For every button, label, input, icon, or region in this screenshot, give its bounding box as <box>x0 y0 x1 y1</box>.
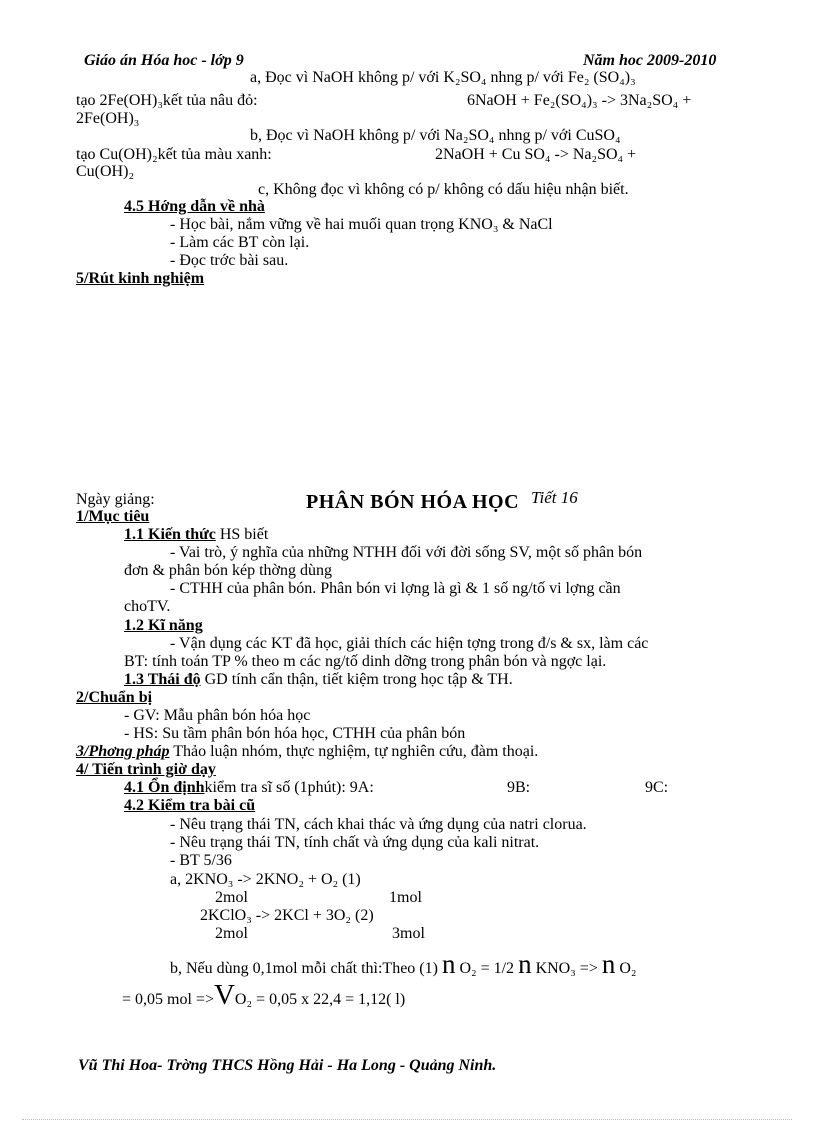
section-1-heading: 1/Mục tiêu <box>76 508 150 525</box>
section-1-3-rest: GD tính cẩn thận, tiết kiệm trong học tập & TH. <box>200 671 513 688</box>
section-1-1-heading: 1.1 Kiến thức <box>124 526 216 543</box>
homework-item-1: - Học bài, nắm vững về hai muối quan trọng KNO₃ & NaCl <box>170 216 553 233</box>
n-symbol-2: n <box>518 949 532 979</box>
solution-b-kno3: KNO₃ => <box>531 960 602 977</box>
n-symbol-3: n <box>601 949 616 979</box>
equation-1: a, 2KNO₃ -> 2KNO₂ + O₂ (1) <box>170 871 361 888</box>
answer-a-line3: 2Fe(OH)₃ <box>76 110 140 127</box>
answer-c-line: c, Không đọc vì không có p/ không có dấu hiệu nhận biết. <box>258 181 629 198</box>
answer-a-line1: a, Đọc vì NaOH không p/ với K₂SO₄ nhng p/ với Fe₂ (SO₄)₃ <box>250 69 636 86</box>
answer-b-line2-left: tạo Cu(OH)₂kết tủa màu xanh: <box>76 146 272 163</box>
section-4-1-rest: kiểm tra sĩ số (1phút): 9A: <box>204 779 374 796</box>
header-left: Giáo án Hóa hoc - lớp 9 <box>84 52 244 69</box>
n-symbol-1: n <box>441 949 456 979</box>
footer-author: Vũ Thi Hoa- Trờng THCS Hồng Hải - Ha Long - Quảng Ninh. <box>78 1057 497 1074</box>
section-1-1 <box>124 526 268 544</box>
section-4-heading: 4/ Tiến trình giờ dạy <box>76 761 216 778</box>
skill-line-2: BT: tính toán TP % theo m các ng/tố dinh dỡng trong phân bón và ngợc lại. <box>124 653 607 670</box>
section-1-1-rest: HS biết <box>215 526 269 543</box>
review-question-3: - BT 5/36 <box>170 852 232 869</box>
date-label: Ngày giảng: <box>76 491 155 508</box>
solution-result-right: O₂ = 0,05 x 22,4 = 1,12( l) <box>234 991 406 1008</box>
knowledge-line-3: - CTHH của phân bón. Phân bón vi lợng là gì & 1 số ng/tố vi lợng cần <box>170 580 621 597</box>
section-4-5-heading: 4.5 Hớng dẫn về nhà <box>124 198 265 215</box>
equation-2-mol-a: 2mol <box>215 925 248 942</box>
answer-b-line3: Cu(OH)₂ <box>76 163 135 180</box>
lesson-period: Tiết 16 <box>531 488 578 507</box>
skill-line-1: - Vận dụng các KT đã học, giải thích các hiện tợng trong đ/s & sx, làm các <box>170 635 649 652</box>
solution-result <box>122 980 405 1015</box>
homework-item-2: - Làm các BT còn lại. <box>170 234 310 251</box>
section-1-2-heading: 1.2 Kĩ năng <box>124 617 203 634</box>
solution-b-o2b: O₂ <box>615 960 637 977</box>
answer-b-line1: b, Đọc vì NaOH không p/ với Na₂SO₄ nhng p/ với CuSO₄ <box>250 127 621 144</box>
solution-b-text: b, Nếu dùng 0,1mol mỗi chất thì:Theo (1) <box>170 960 438 977</box>
solution-b-o2: O₂ = 1/2 <box>455 960 519 977</box>
solution-result-left: = 0,05 mol => <box>122 991 214 1008</box>
review-question-1: - Nêu trạng thái TN, cách khai thác và ứng dụng của natri clorua. <box>170 816 587 833</box>
class-9b: 9B: <box>507 779 531 796</box>
class-9c: 9C: <box>645 779 669 796</box>
section-4-1 <box>124 779 374 797</box>
section-3-heading: 3/Phơng pháp <box>76 743 170 760</box>
section-1-3-heading: 1.3 Thái độ <box>124 671 201 688</box>
lesson-title: PHÂN BÓN HÓA HỌC <box>306 491 520 513</box>
answer-a-line2-left: tạo 2Fe(OH)₃kết tủa nâu đỏ: <box>76 92 258 109</box>
header-right: Năm hoc 2009-2010 <box>583 52 717 69</box>
homework-item-3: - Đọc trớc bài sau. <box>170 252 289 269</box>
prep-teacher: - GV: Mẫu phân bón hóa học <box>124 707 311 724</box>
equation-2: 2KClO₃ -> 2KCl + 3O₂ (2) <box>200 907 374 924</box>
review-question-2: - Nêu trạng thái TN, tính chất và ứng dụng của kali nitrat. <box>170 834 540 851</box>
page-bottom-divider <box>22 1119 792 1120</box>
section-5-heading: 5/Rút kinh nghiệm <box>76 270 205 287</box>
solution-line-b <box>170 950 637 983</box>
v-symbol: V <box>213 979 235 1011</box>
section-1-3 <box>124 671 513 689</box>
answer-a-line2-right: 6NaOH + Fe₂(SO₄)₃ -> 3Na₂SO₄ + <box>467 92 692 109</box>
section-3-rest: Thảo luận nhóm, thực nghiệm, tự nghiên cứu, đàm thoại. <box>169 743 539 760</box>
equation-1-mol-b: 1mol <box>389 889 422 906</box>
section-2-heading: 2/Chuẩn bị <box>76 689 153 706</box>
knowledge-line-1: - Vai trò, ý nghĩa của những NTHH đối với đời sống SV, một số phân bón <box>170 544 643 561</box>
section-3 <box>76 743 538 761</box>
section-4-2-heading: 4.2 Kiểm tra bài cũ <box>124 797 256 814</box>
knowledge-line-4: choTV. <box>124 598 171 615</box>
prep-student: - HS: Su tầm phân bón hóa học, CTHH của phân bón <box>124 725 466 742</box>
equation-1-mol-a: 2mol <box>215 889 248 906</box>
answer-b-line2-right: 2NaOH + Cu SO₄ -> Na₂SO₄ + <box>435 146 637 163</box>
section-4-1-heading: 4.1 Ổn định <box>124 779 205 796</box>
equation-2-mol-b: 3mol <box>392 925 425 942</box>
knowledge-line-2: đơn & phân bón kép thờng dùng <box>124 562 333 579</box>
